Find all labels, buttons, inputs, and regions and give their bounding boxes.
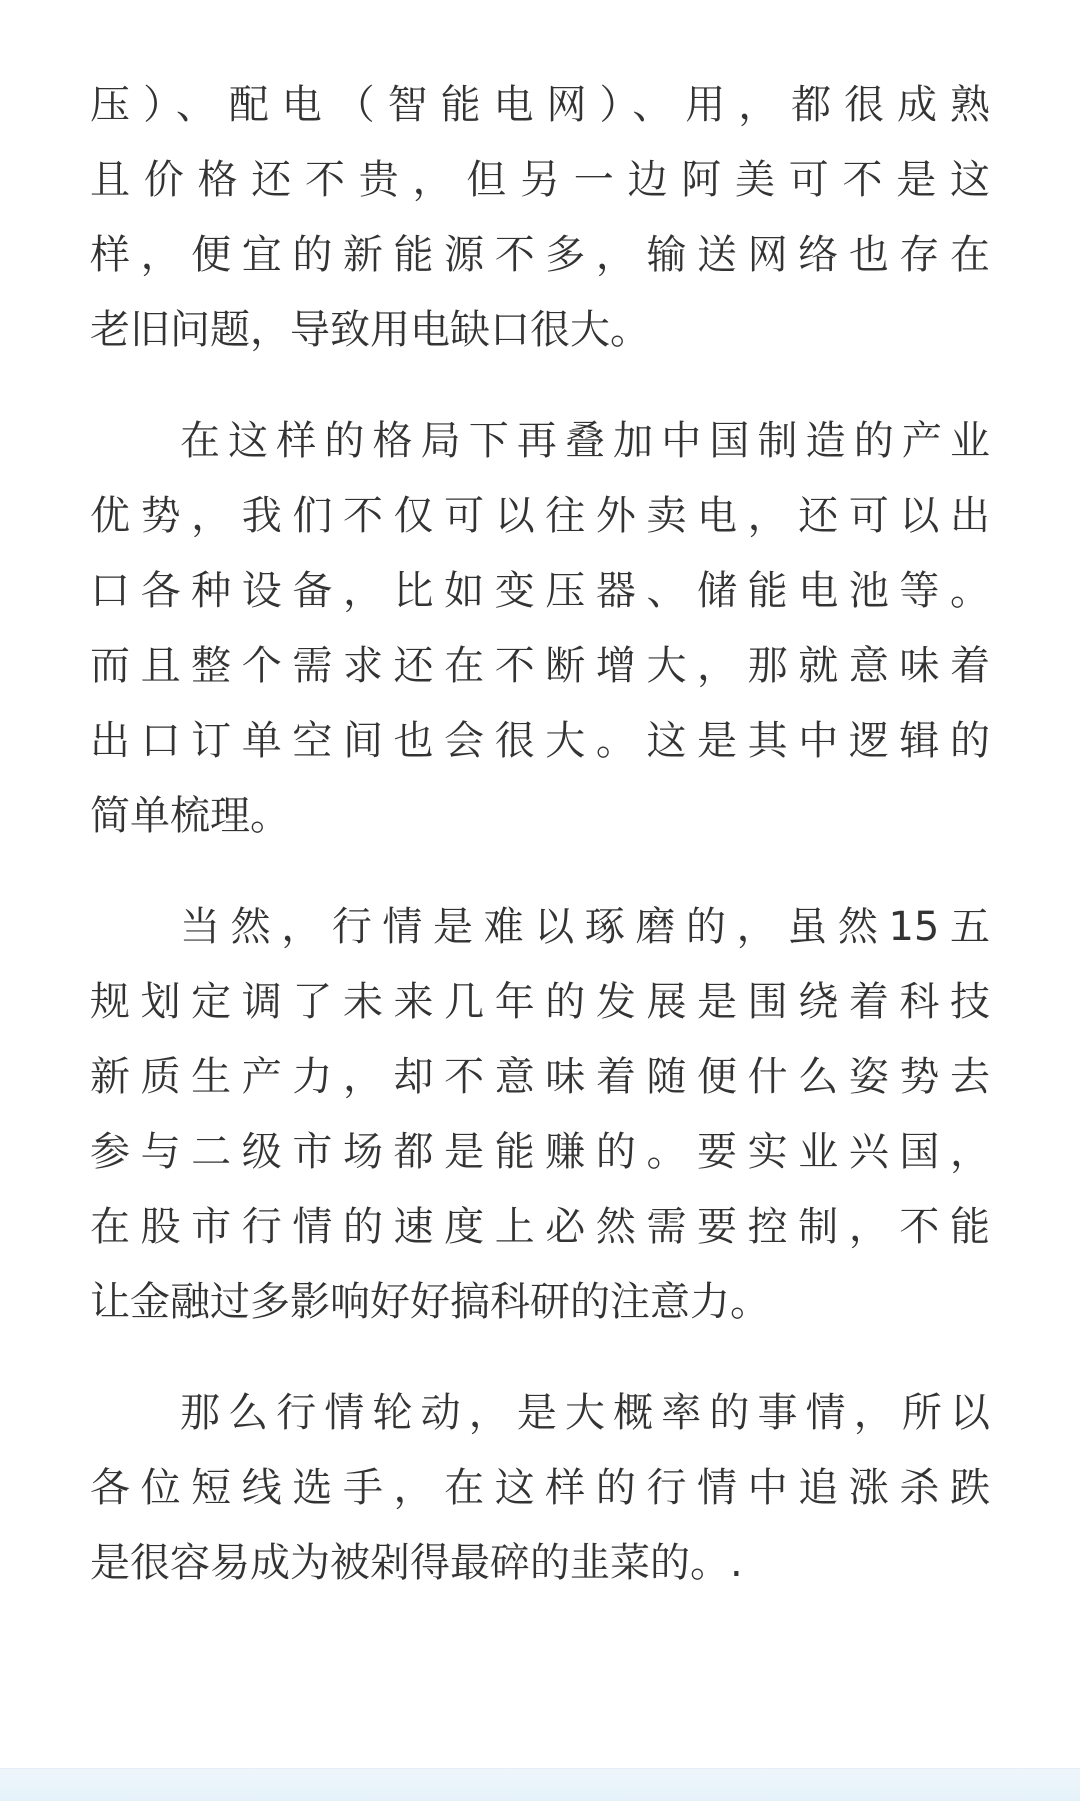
paragraph-3	[90, 890, 990, 1340]
text-line: 各位短线选手，在这样的行情中追涨杀跌	[90, 1465, 990, 1511]
text-line: 是很容易成为被剁得最碎的韭菜的。.	[90, 1540, 743, 1586]
paragraph-1	[90, 68, 990, 368]
text-line: 且价格还不贵，但另一边阿美可不是这	[90, 157, 990, 203]
text-line: 老旧问题，导致用电缺口很大。	[90, 307, 650, 353]
text-line: 压）、配电（智能电网）、用，都很成熟	[90, 82, 990, 128]
text-line: 优势，我们不仅可以往外卖电，还可以出	[90, 493, 990, 539]
text-line: 新质生产力，却不意味着随便什么姿势去	[90, 1054, 990, 1100]
text-line: 简单梳理。	[90, 793, 290, 839]
paragraph-4	[90, 1376, 990, 1601]
text-line: 口各种设备，比如变压器、储能电池等。	[90, 568, 990, 614]
text-line: 在股市行情的速度上必然需要控制，不能	[90, 1204, 990, 1250]
text-line: 参与二级市场都是能赚的。要实业兴国，	[90, 1129, 990, 1175]
text-line: 那么行情轮动，是大概率的事情，所以	[180, 1390, 990, 1436]
text-line: 在这样的格局下再叠加中国制造的产业	[180, 418, 990, 464]
text-line: 而且整个需求还在不断增大，那就意味着	[90, 643, 990, 689]
text-line: 让金融过多影响好好搞科研的注意力。	[90, 1279, 770, 1325]
text-line: 样，便宜的新能源不多，输送网络也存在	[90, 232, 990, 278]
text-line: 规划定调了未来几年的发展是围绕着科技	[90, 979, 990, 1025]
text-line: 当然，行情是难以琢磨的，虽然15五	[180, 904, 990, 950]
footer-band	[0, 1768, 1080, 1801]
text-line: 出口订单空间也会很大。这是其中逻辑的	[90, 718, 990, 764]
paragraph-2	[90, 404, 990, 854]
